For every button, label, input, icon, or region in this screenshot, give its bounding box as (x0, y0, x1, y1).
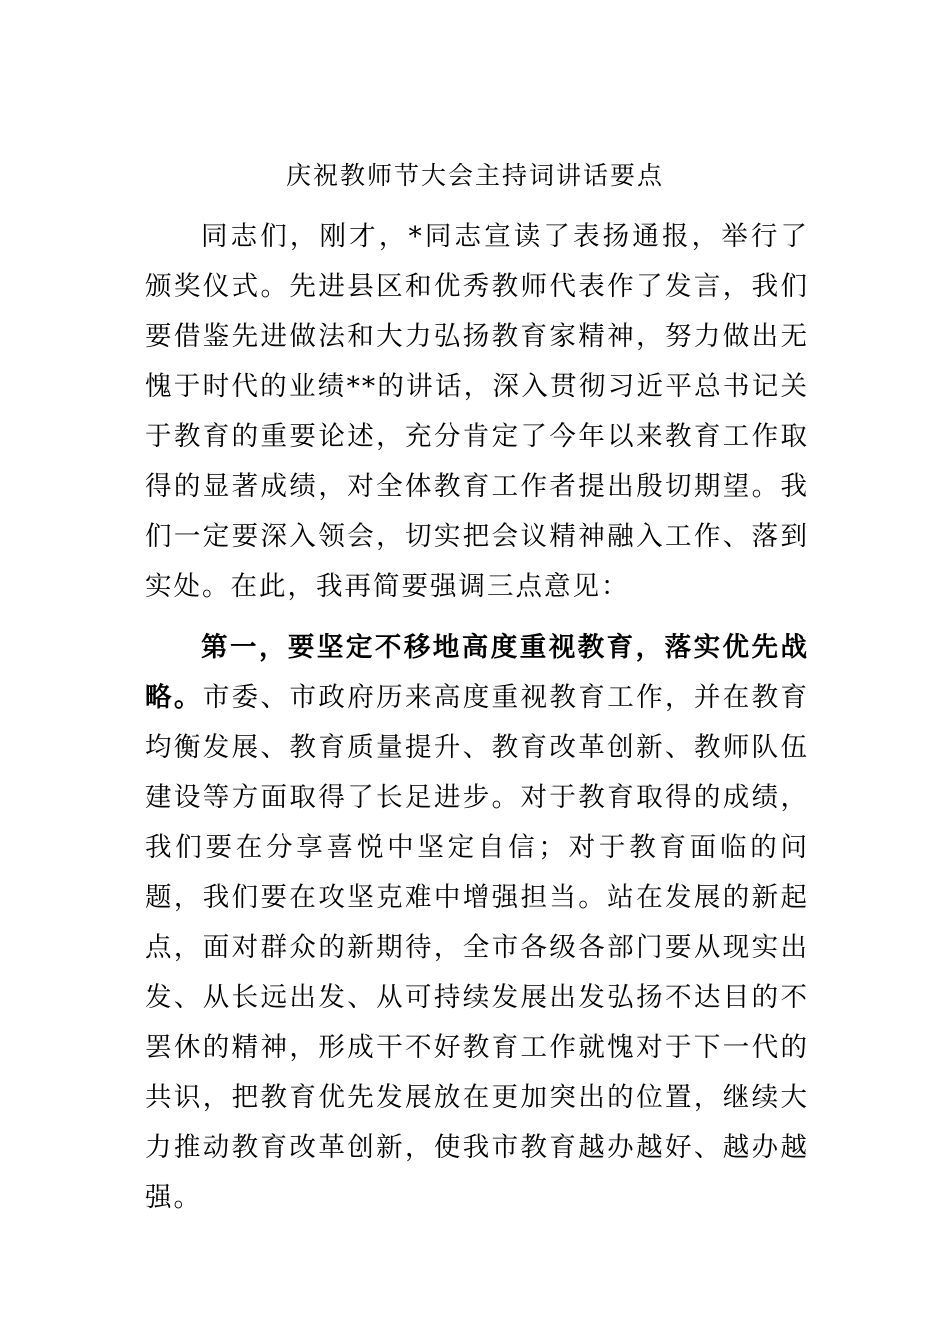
paragraph-intro: 同志们，刚才，*同志宣读了表扬通报，举行了颁奖仪式。先进县区和优秀教师代表作了发言，我们要借鉴先进做法和大力弘扬教育家精神，努力做出无愧于时代的业绩**的讲话，深入贯彻习近平总书记关于教育的重要论述，充分肯定了今年以来教育工作取得的显著成绩，对全体教育工作者提出殷切期望。我们一定要深入领会，切实把会议精神融入工作、落到实处。在此，我再简要强调三点意见： (145, 221, 809, 602)
first-point-body: 市委、市政府历来高度重视教育工作，并在教育均衡发展、教育质量提升、教育改革创新、教师队伍建设等方面取得了长足进步。对于教育取得的成绩，我们要在分享喜悦中坚定自信；对于教育面临的问题，我们要在攻坚克难中增强担当。站在发展的新起点，面对群众的新期待，全市各级各部门要从现实出发、从长远出发、从可持续发展出发弘扬不达目的不罢休的精神，形成干不好教育工作就愧对于下一代的共识，把教育优先发展放在更加突出的位置，继续大力推动教育改革创新，使我市教育越办越好、越办越强。 (145, 682, 810, 1213)
document-title: 庆祝教师节大会主持词讲话要点 (285, 161, 664, 190)
paragraph-first-point (145, 623, 809, 1223)
first-point-heading: 第一，要坚定不移地高度重视教育，落实优先战略。 (145, 632, 809, 713)
